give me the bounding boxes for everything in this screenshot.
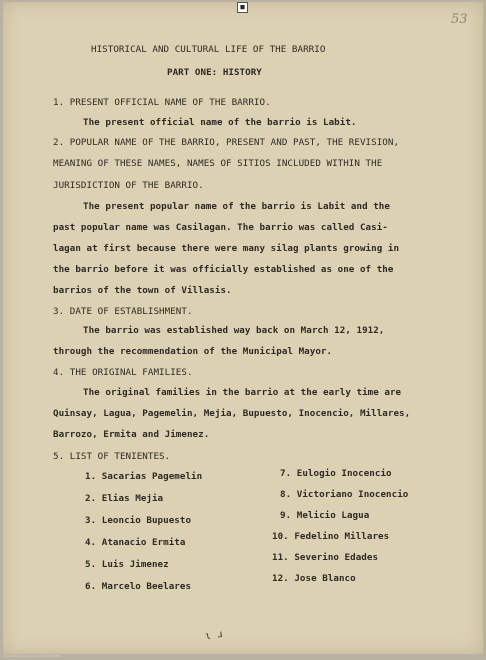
teniente-list-item: 6. Marcelo Beelares (85, 581, 192, 592)
section-2-heading-line: MEANING OF THESE NAMES, NAMES OF SITIOS INCLUDED WITHIN THE (53, 158, 383, 169)
teniente-list-item: 7. Eulogio Inocencio (280, 468, 392, 479)
teniente-list-item: 4. Atanacio Ermita (85, 537, 186, 548)
teniente-list-item: 10. Fedelino Millares (272, 531, 390, 542)
section-2-text-line: lagan at first because there were many silag plants growing in (53, 243, 400, 254)
section-2-text-line: the barrio before it was officially established as one of the (53, 264, 394, 275)
section-2-heading-line: JURISDICTION OF THE BARRIO. (53, 180, 204, 191)
section-2-text-line: past popular name was Casilagan. The barrio was called Casi- (53, 222, 388, 233)
teniente-list-item: 3. Leoncio Bupuesto (85, 515, 192, 526)
document-subtitle: PART ONE: HISTORY (167, 67, 262, 78)
section-2-text-line: The present popular name of the barrio is Labit and the (83, 201, 390, 212)
archive-footer: Historical Data of the Philippines (4, 654, 62, 658)
teniente-list-item: 2. Elias Mejia (85, 493, 164, 504)
section-2-text-line: barrios of the town of Villasis. (53, 285, 232, 296)
section-4-text-line: The original families in the barrio at the early time are (83, 387, 402, 398)
teniente-list-item: 11. Severino Edades (272, 552, 379, 563)
section-4-text-line: Quinsay, Lagua, Pagemelin, Mejia, Bupuesto, Inocencio, Millares, (53, 408, 411, 419)
teniente-list-item: 1. Sacarias Pagemelin (85, 471, 203, 482)
page-number: 53 (451, 12, 468, 27)
section-5-heading: 5. LIST OF TENIENTES. (53, 451, 171, 462)
section-3-text-line: through the recommendation of the Municipal Mayor. (53, 346, 333, 357)
section-3-heading: 3. DATE OF ESTABLISHMENT. (53, 306, 193, 317)
section-2-heading-line: 2. POPULAR NAME OF THE BARRIO, PRESENT AND PAST, THE REVISION, (53, 137, 400, 148)
handwritten-mark: ɩ ɹ (204, 628, 224, 643)
section-4-heading: 4. THE ORIGINAL FAMILIES. (53, 367, 193, 378)
teniente-list-item: 12. Jose Blanco (272, 573, 356, 584)
teniente-list-item: 9. Melicio Lagua (280, 510, 370, 521)
section-4-text-line: Barrozo, Ermita and Jimenez. (53, 429, 210, 440)
teniente-list-item: 8. Victoriano Inocencio (280, 489, 409, 500)
document-title: HISTORICAL AND CULTURAL LIFE OF THE BARRIO (91, 44, 326, 55)
section-1-text: The present official name of the barrio is Labit. (83, 117, 357, 128)
section-1-heading: 1. PRESENT OFFICIAL NAME OF THE BARRIO. (53, 97, 271, 108)
page-marker-icon: ■ (237, 2, 248, 13)
section-3-text-line: The barrio was established way back on March 12, 1912, (83, 325, 385, 336)
teniente-list-item: 5. Luis Jimenez (85, 559, 169, 570)
